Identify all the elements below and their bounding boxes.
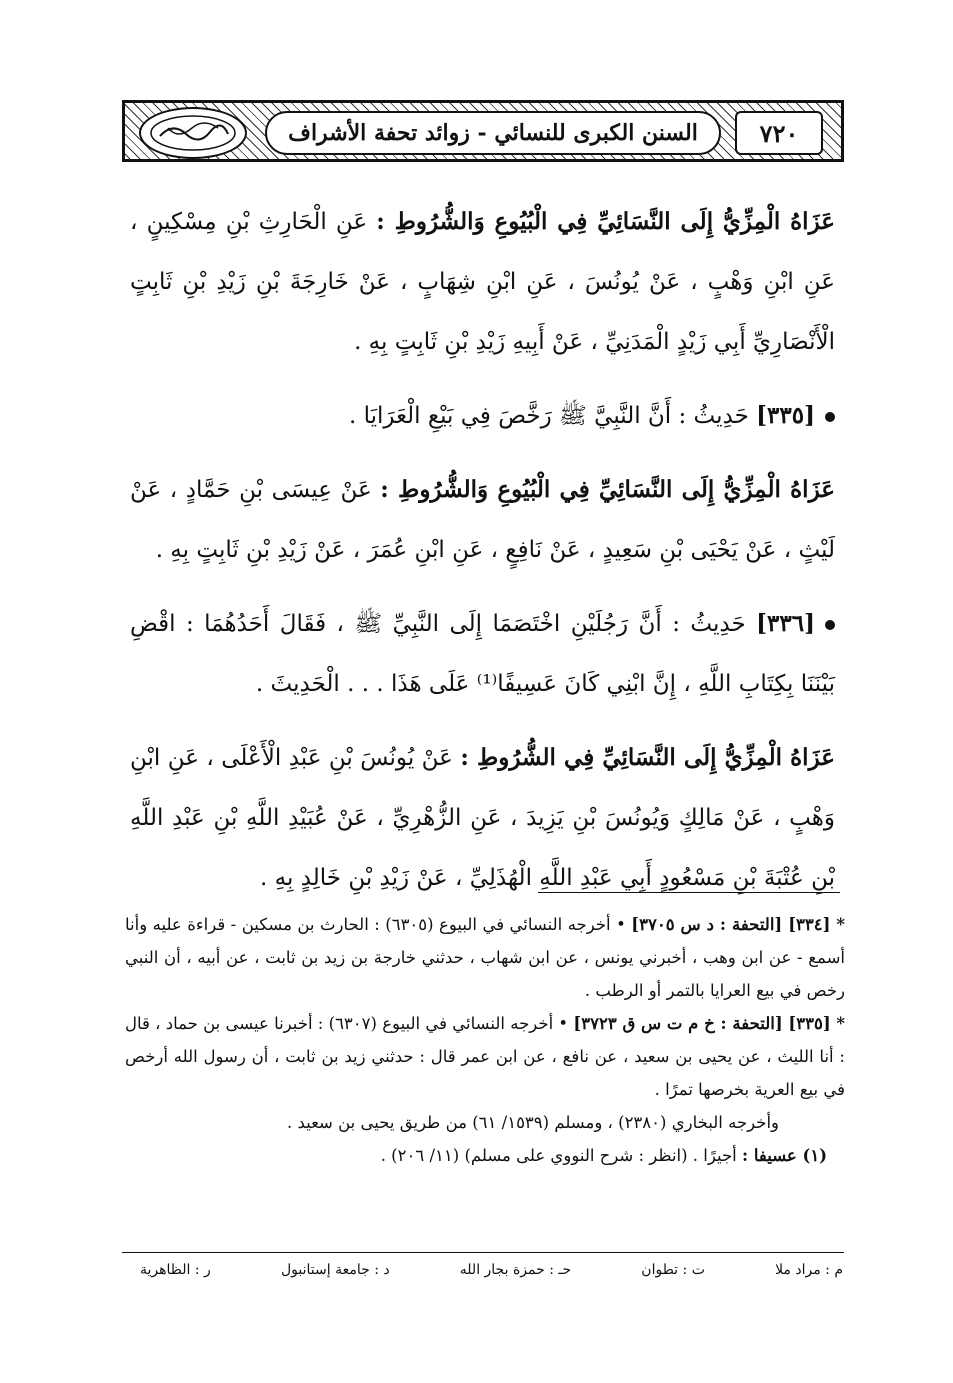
lexical-note-1 [125, 1139, 845, 1172]
footnote-heading: * [٣٣٤] [التحفة : د س ٣٧٠٥] [631, 915, 845, 934]
footnote-heading: * [٣٣٥] [التحفة : خ م ت س ق ٣٧٢٣] [573, 1014, 846, 1033]
footnote-text: • أخرجه النسائي في البيوع (٦٣٠٧) : أخبرنا عيسى بن حماد ، قال : أنا الليث ، عن يحيى بن سعيد ، عن نافع ، عن ابن عمر قال : حدثني زيد بن ثابت ، أن رسول الله أرخص في بيع العرية بخرصها تمرًا . [125, 1014, 845, 1099]
attribution-lead: عَزَاهُ الْمِزِّيُّ إِلَى النَّسَائِيِّ فِي الْبُيُوعِ وَالشُّرُوطِ : [380, 476, 835, 503]
attribution-paragraph-1 [130, 192, 835, 372]
footnotes [125, 908, 845, 1172]
legend-item-r: ر : الظاهرية [140, 1262, 211, 1278]
footnote-text: • أخرجه النسائي في البيوع (٦٣٠٥) : الحارث بن مسكين - قراءة عليه وأنا أسمع - عن ابن وهب ، أخبرني يونس ، عن ابن شهاب ، حدثني خارجة بن زيد بن ثابت ، عن أبيه ، أن النبي رخص في بيع العرايا بالتمر أو الرطب . [125, 915, 845, 1000]
legend-item-t: ت : تطوان [641, 1262, 705, 1278]
running-title: السنن الكبرى للنسائي - زوائد تحفة الأشراف [265, 111, 721, 155]
note-label: (١) عسيفا : [742, 1146, 827, 1165]
footnote-335-extra: وأخرجه البخاري (٢٣٨٠) ، ومسلم (١٥٣٩/ ٦١) من طريق يحيى بن سعيد . [286, 1113, 779, 1132]
calligraphy-emblem-icon [148, 114, 238, 152]
legend-separator [122, 1252, 844, 1253]
page-number: ٧٢٠ [735, 111, 823, 155]
hadith-text: حَدِيثُ : أَنَّ النَّبِيَّ ﷺ رَخَّصَ فِي بَيْعِ الْعَرَايَا . [348, 403, 749, 429]
footnote-separator [538, 892, 840, 893]
hadith-336 [130, 594, 835, 714]
legend-item-d: د : جامعة إستانبول [280, 1262, 390, 1278]
bullet-icon [825, 620, 835, 630]
bullet-icon [825, 412, 835, 422]
page-header [122, 100, 844, 162]
footnote-334 [125, 908, 845, 1007]
chain-text: عَنْ يُونُسَ بْنِ عَبْدِ الْأَعْلَى ، عَنِ ابْنِ وَهْبٍ ، عَنْ مَالِكٍ وَيُونُسَ بْنِ يَزِيدَ ، عَنِ الزُّهْرِيِّ ، عَنْ عُبَيْدِ اللَّهِ بْنِ عَبْدِ اللَّهِ بْنِ عُتْبَةَ بْنِ مَسْعُودٍ أَبِي عَبْدِ اللَّهِ الْهُذَلِيِّ ، عَنْ زَيْدِ بْنِ خَالِدٍ بِهِ . [130, 745, 835, 891]
hadith-335 [130, 386, 835, 446]
footnote-335 [125, 1007, 845, 1106]
note-text: أجيرًا . (انظر : شرح النووي على مسلم) (١١/ ٢٠٦) . [380, 1146, 737, 1165]
hadith-number: [٣٣٥] [756, 402, 815, 429]
attribution-paragraph-2 [130, 460, 835, 580]
chain-text: عَنْ عِيسَى بْنِ حَمَّادٍ ، عَنْ لَيْثٍ ، عَنْ يَحْيَى بْنِ سَعِيدٍ ، عَنْ نَافِعٍ ، عَنِ ابْنِ عُمَرَ ، عَنْ زَيْدِ بْنِ ثَابِتٍ بِهِ . [130, 477, 835, 563]
attribution-lead: عَزَاهُ الْمِزِّيُّ إِلَى النَّسَائِيِّ فِي الْبُيُوعِ وَالشُّرُوطِ : [376, 208, 835, 235]
hadith-number: [٣٣٦] [756, 610, 815, 637]
main-text [130, 192, 835, 922]
legend-item-m: م : مراد ملا [775, 1262, 843, 1278]
manuscript-legend [140, 1262, 843, 1278]
attribution-lead: عَزَاهُ الْمِزِّيُّ إِلَى النَّسَائِيِّ فِي الشُّرُوطِ : [460, 744, 835, 771]
attribution-paragraph-3 [130, 728, 835, 908]
hadith-text: حَدِيثُ : أَنَّ رَجُلَيْنِ اخْتَصَمَا إِلَى النَّبِيِّ ﷺ ، فَقَالَ أَحَدُهُمَا : اقْضِ بَيْنَنَا بِكِتَابِ اللَّهِ ، إِنَّ ابْنِي كَانَ عَسِيفًا⁽¹⁾ عَلَى هَذَا . . . الْحَدِيثَ . [130, 611, 835, 697]
chain-text: عَنِ الْحَارِثِ بْنِ مِسْكِينٍ ، عَنِ ابْنِ وَهْبٍ ، عَنْ يُونُسَ ، عَنِ ابْنِ شِهَابٍ ، عَنْ خَارِجَةَ بْنِ زَيْدِ بْنِ ثَابِتٍ الْأَنْصَارِيِّ أَبِي زَيْدٍ الْمَدَنِيِّ ، عَنْ أَبِيهِ زَيْدِ بْنِ ثَابِتٍ بِهِ . [130, 209, 835, 355]
book-emblem [139, 107, 247, 159]
legend-item-h: حـ : حمزة بجار الله [459, 1262, 572, 1278]
